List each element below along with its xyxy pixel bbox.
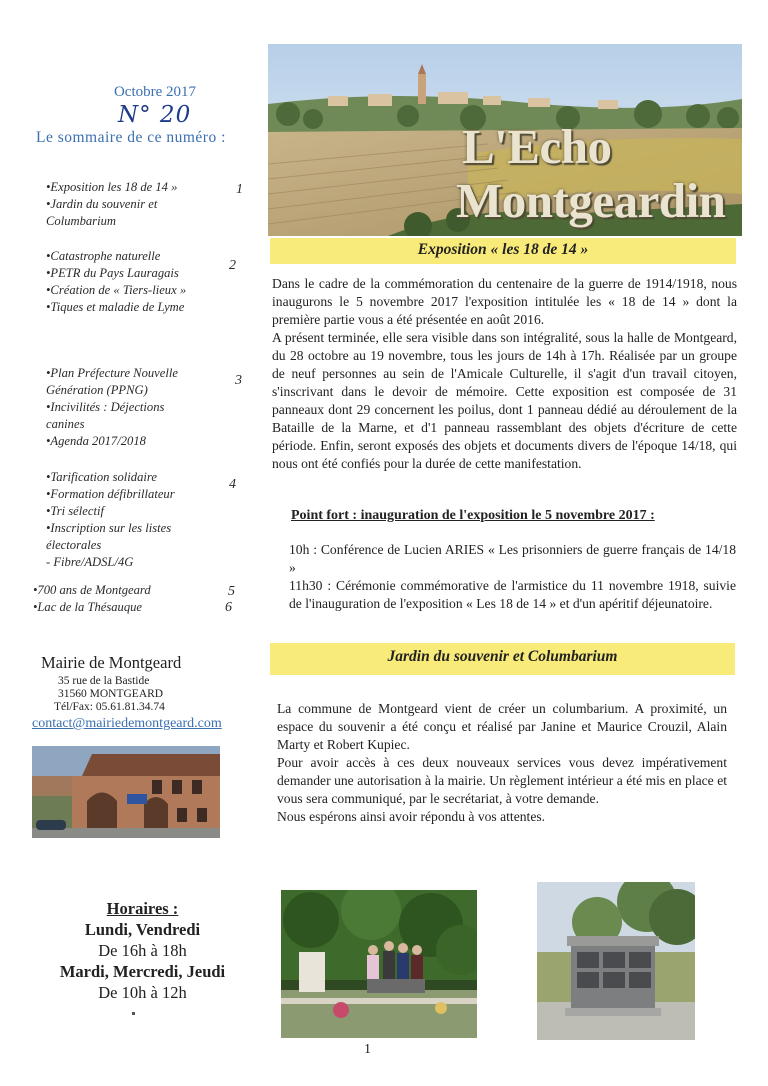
page-number: 1	[364, 1042, 371, 1057]
toc-item: - Fibre/ADSL/4G	[46, 555, 134, 569]
toc-item: • Création de « Tiers-lieux »	[46, 282, 194, 299]
event-list	[289, 541, 736, 613]
exposition-paragraph: A présent terminée, elle sera visible dans son intégralité, sous la halle de Montgeard, du 28 octobre au 19 novembre, tous les jours de 14h à 17h. Réalisée par un groupe de neuf personnes au sein de l'Amicale Culturelle, il s'agit d'un travail citoyen, s'inscrivant dans le devoir de mémoire. Cette exposition est composée de 31 panneaux dont 29 concernent les poilus, dont 1 panneau dédié au déroulement de la Bataille de la Marne, et d'1 panneau rassemblant des objets d'écriture de cette période. Enfin, seront exposés des objets et documents divers de l'époque 14/18, qui nous ont été confiés pour la durée de cette manifestation.	[272, 330, 737, 471]
toc-item: • Lac de la Thésauque	[33, 599, 193, 616]
jardin-souvenir-photo	[281, 890, 477, 1038]
toc-item: • Exposition les 18 de 14 »	[46, 179, 206, 196]
toc-group-4	[46, 469, 206, 571]
opening-hours-time: De 10h à 12h	[98, 983, 187, 1002]
toc-group-5	[33, 582, 193, 616]
toc-item: • 700 ans de Montgeard	[33, 582, 193, 599]
mairie-building-photo	[32, 746, 220, 838]
issue-date: Octobre 2017	[113, 84, 197, 100]
columbarium-photo	[537, 882, 695, 1040]
mairie-street: 35 rue de la Bastide	[58, 675, 150, 687]
toc-group-2	[46, 248, 194, 316]
toc-item: • Catastrophe naturelle	[46, 248, 194, 265]
decorative-dot	[132, 1012, 135, 1015]
contact-email-link[interactable]: contact@mairiedemontgeard.com	[32, 716, 222, 731]
opening-days: Lundi, Vendredi	[84, 920, 201, 939]
toc-group-3	[46, 365, 206, 450]
toc-item: • Tri sélectif	[46, 503, 206, 520]
event-item: 11h30 : Cérémonie commémorative de l'armistice du 11 novembre 1918, suivie de l'inauguration de l'exposition « Les 18 de 14 » et d'un apéritif déjeunatoire.	[289, 578, 736, 611]
summary-title: Le sommaire de ce numéro :	[36, 129, 226, 146]
toc-page-number: 1	[236, 182, 243, 197]
event-item: 10h : Conférence de Lucien ARIES « Les prisonniers de guerre français de 14/18 »	[289, 542, 736, 575]
toc-item: • Formation défibrillateur	[46, 486, 206, 503]
jardin-body	[277, 700, 727, 826]
opening-hours-title: Horaires :	[106, 899, 179, 918]
exposition-body	[272, 275, 737, 473]
jardin-paragraph: Pour avoir accès à ces deux nouveaux services vous devez impérativement demander une autorisation à la mairie. Un règlement intérieur a été mis en place et vous sera communiqué, par le secrétariat, à votre demande.	[277, 755, 727, 806]
mairie-name: Mairie de Montgeard	[41, 653, 182, 672]
jardin-paragraph: La commune de Montgeard vient de créer un columbarium. A proximité, un espace du souvenir a été conçu et réalisé par Janine et Maurice Crouzil, Alain Marty et Robert Kupiec.	[277, 701, 727, 752]
toc-item: • Plan Préfecture Nouvelle Génération (PPNG)	[46, 365, 206, 399]
toc-item: • Incivilités : Déjections canines	[46, 399, 206, 433]
newsletter-title-line1: L'Echo	[462, 119, 612, 174]
toc-page-number: 5	[228, 584, 235, 599]
toc-item: • Tarification solidaire	[46, 469, 206, 486]
jardin-title: Jardin du souvenir et Columbarium	[387, 648, 618, 665]
toc-item: • Tiques et maladie de Lyme	[46, 299, 194, 316]
exposition-paragraph: Dans le cadre de la commémoration du centenaire de la guerre de 1914/1918, nous inaugurons le 5 novembre 2017 l'exposition intitulée les « 18 de 14 » dont la première partie vous a été présentée en août 2016.	[272, 276, 737, 327]
jardin-paragraph: Nous espérons ainsi avoir répondu à vos attentes.	[277, 809, 546, 824]
toc-item: • Jardin du souvenir et Columbarium	[46, 196, 206, 230]
toc-page-number: 2	[229, 258, 236, 273]
opening-hours-time: De 16h à 18h	[98, 941, 187, 960]
toc-item: • Inscription sur les listes électorales	[46, 520, 206, 554]
newsletter-title-line2: Montgeardin	[456, 173, 726, 228]
mairie-city: 31560 MONTGEARD	[58, 688, 164, 700]
toc-item: • PETR du Pays Lauragais	[46, 265, 194, 282]
point-fort-heading: Point fort : inauguration de l'exposition le 5 novembre 2017 :	[291, 508, 655, 523]
issue-number: N° 20	[118, 102, 192, 128]
toc-page-number: 6	[225, 600, 232, 615]
exposition-title: Exposition « les 18 de 14 »	[417, 241, 589, 258]
mairie-phone: Tél/Fax: 05.61.81.34.74	[54, 701, 165, 713]
toc-item: • Agenda 2017/2018	[46, 433, 206, 450]
toc-group-1	[46, 179, 206, 230]
toc-page-number: 4	[229, 477, 236, 492]
opening-days: Mardi, Mercredi, Jeudi	[59, 962, 226, 981]
toc-page-number: 3	[235, 373, 242, 388]
opening-hours	[30, 898, 255, 1003]
